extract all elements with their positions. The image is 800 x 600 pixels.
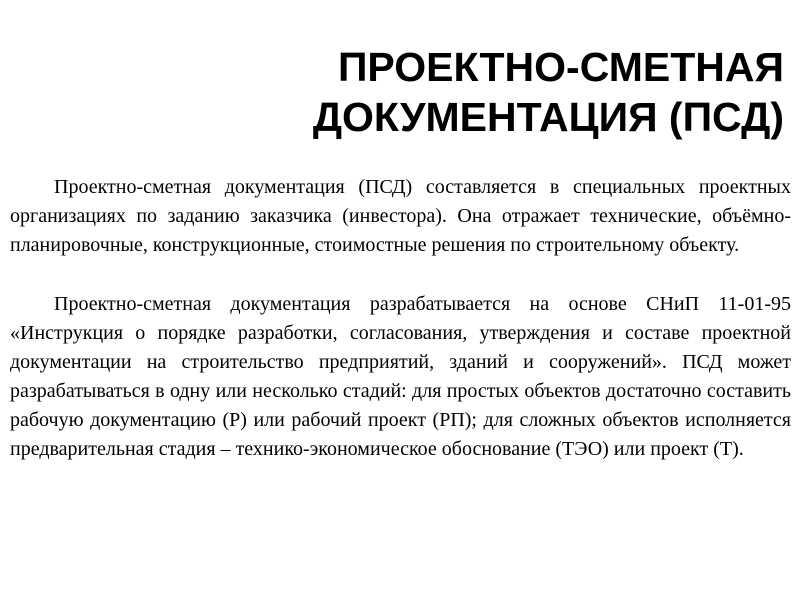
slide-title-line-2: ДОКУМЕНТАЦИЯ (ПСД) [312, 94, 784, 140]
paragraph-development-basis: Проектно-сметная документация разрабатывается на основе СНиП 11-01-95 «Инструкция о порядке разработки, согласования, утверждения и составе проектной документации на строительство предприятий, зданий и сооружений». ПСД может разрабатываться в одну или несколько стадий: для простых объектов достаточно составить рабочую документацию (Р) или рабочий проект (РП); для сложных объектов исполняется предварительная стадия – технико-экономическое обоснование (ТЭО) или проект (Т). [10, 293, 791, 460]
slide-title [184, 42, 784, 142]
slide-body [10, 173, 791, 464]
paragraph-definition: Проектно-сметная документация (ПСД) составляется в специальных проектных организациях по заданию заказчика (инвестора). Она отражает технические, объёмно- планировочные, конструкционные, стоимостные решения по строительному объекту. [10, 176, 791, 256]
slide-title-line-1: ПРОЕКТНО-СМЕТНАЯ [337, 44, 784, 90]
